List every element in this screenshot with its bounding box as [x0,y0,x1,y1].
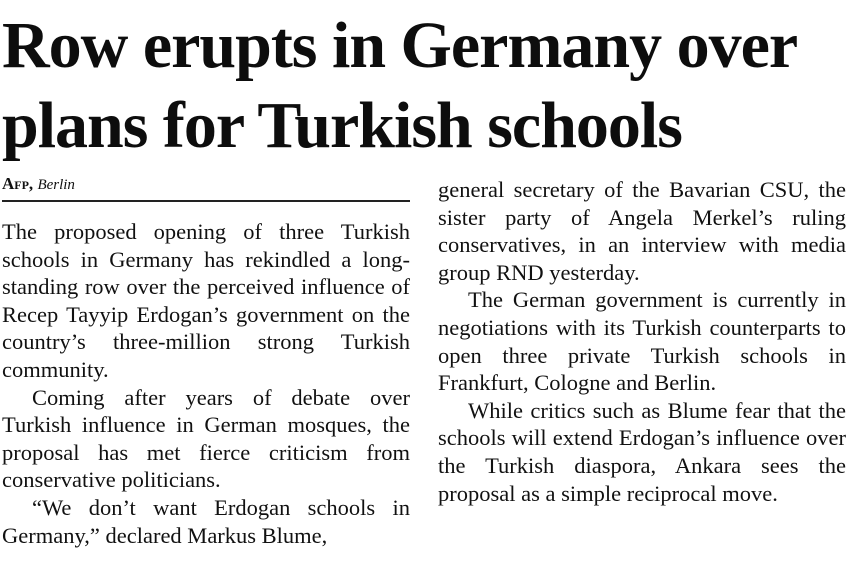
paragraph: The German government is currently in negotiations with its Turkish counterparts to open three private Turkish schools in Frankfurt, Cologne and Berlin. [438,287,846,396]
headline-line-1: Row erupts in Germany over [2,9,798,82]
article-column-right [438,176,846,507]
headline-line-2: plans for Turkish schools [2,89,682,162]
headline [2,6,848,166]
paragraph: Coming after years of debate over Turkish influence in German mosques, the proposal has met fierce criticism from conservative politicians. [2,384,410,493]
byline-place: Berlin [37,177,75,193]
byline-agency: Afp, [2,174,34,193]
paragraph: “We don’t want Erdogan schools in Germany,” declared Markus Blume, [2,494,410,548]
paragraph: While critics such as Blume fear that the schools will extend Erdogan’s influence over the Turkish diaspora, Ankara sees the proposal as a simple reciprocal move. [438,397,846,506]
article-column-left [2,218,410,549]
paragraph: general secretary of the Bavarian CSU, the sister party of Angela Merkel’s ruling conservatives, in an interview with media group RND yesterday. [438,177,846,285]
byline [2,172,410,202]
paragraph: The proposed opening of three Turkish schools in Germany has rekindled a long-standing row over the perceived influence of Recep Tayyip Erdogan’s government on the country’s three-million strong Turkish community. [2,219,410,382]
